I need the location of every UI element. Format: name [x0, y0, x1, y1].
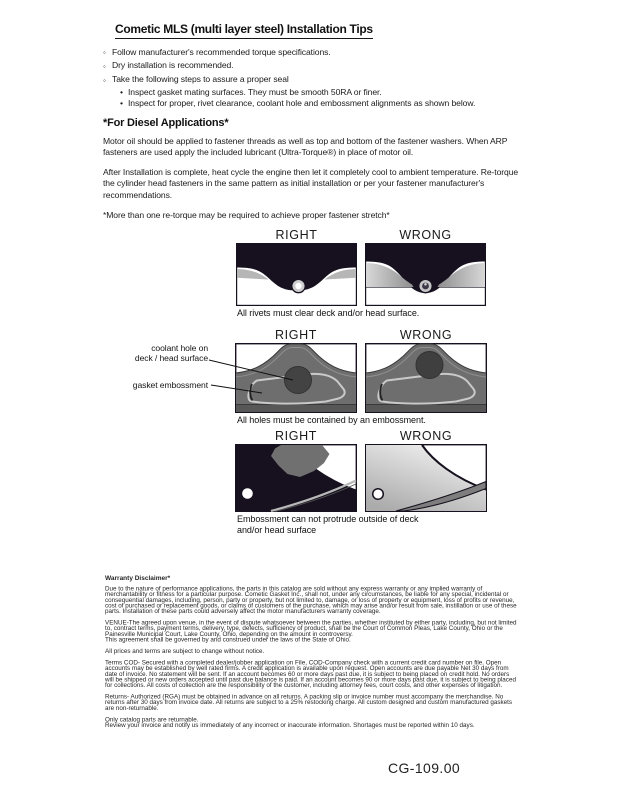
title-wrap: [115, 20, 551, 39]
diesel-paragraph-1: Motor oil should be applied to fastener threads as well as top and bottom of the fastener washers. When ARP fasteners are used apply the included lubricant (Ultra-Torque®) in place of motor oil.: [103, 135, 508, 158]
callout-line: deck / head surface: [134, 352, 208, 363]
legal-paragraph: Due to the nature of performance applications, the parts in this catalog are sold without any express warranty or any implied warranty of merchantability or fitness for a particular purpose. Cometic Gasket Inc., shall not, under any circumstances, be liable for any special, incidental or consequential damages, including, person, party or property, but not limited to, damage, or loss of property or equipment, loss of profits or revenue, cost of purchased or replacement goods, or claims of customers of the purchase, which may arise and/or result from sale, instillation or use of these parts. Installation of these parts could adversely affect the motor manufacturers warranty coverage.: [105, 585, 517, 615]
warranty-disclaimer-heading: Warranty Disclaimer*: [105, 574, 171, 582]
sub-bullet-item: • Inspect for proper, rivet clearance, coolant hole and embossment alignments as shown below.: [120, 98, 551, 109]
wrong-label: WRONG: [399, 328, 453, 342]
hole-wrong-column: [365, 329, 487, 413]
embossment-wrong-diagram: [365, 444, 487, 512]
embossment-caption: [237, 514, 418, 535]
legal-paragraph: This agreement shall be governed by and construed under the laws of the State of Ohio.: [105, 635, 351, 643]
right-label: RIGHT: [275, 429, 317, 443]
embossment-wrong-column: [365, 430, 487, 512]
bullet-item: ◦ Follow manufacturer's recommended torque specifications.: [103, 46, 551, 60]
legal-paragraph: Only catalog parts are returnable.: [105, 715, 199, 723]
callout-leader-lines: [208, 352, 298, 397]
diesel-section: [103, 118, 519, 229]
wrong-label: WRONG: [399, 429, 453, 443]
rivet-clearance-right-diagram: [236, 243, 357, 306]
right-label: RIGHT: [275, 228, 318, 242]
bullet-item: ◦ Take the following steps to assure a proper seal: [103, 73, 551, 87]
sub-bullet-item: • Inspect gasket mating surfaces. They must be smooth 50RA or finer.: [120, 87, 551, 98]
rivet-clearance-wrong-diagram: [365, 243, 486, 306]
page-number: CG-109.00: [388, 760, 461, 776]
diagram-row-rivet-clearance: [236, 229, 486, 306]
callout-line: coolant hole on: [151, 343, 208, 353]
legal-paragraph: VENUE-The agreed upon venue, in the event of dispute whatsoever between the parties, whether instituted by either party, including, but not limited to, contract terms, payment terms, delivery, type, defects, sufficiency of product, shall be the Court of Common Pleas, Lake County, Ohio or the Painesville Municipal Court, Lake County, Ohio, depending on the amount in controversy.: [105, 619, 517, 638]
legal-section: [105, 575, 519, 728]
page-title: Cometic MLS (multi layer steel) Installation Tips: [115, 22, 373, 39]
diagram-row-embossment: [235, 430, 487, 512]
hole-caption: All holes must be contained by an embossment.: [237, 415, 426, 425]
legal-paragraph: Returns- Authorized (RGA) must be obtained in advance on all returns. A packing slip or invoice number must accompany the merchandise. No returns after 30 days from invoice date. All returns are subject to a 25% restocking charge. All custom designed and custom manufactured gaskets are non-returnable.: [105, 693, 513, 712]
rivet-right-column: [236, 229, 357, 306]
diesel-heading: *For Diesel Applications*: [103, 117, 229, 129]
embossment-right-column: [235, 430, 357, 512]
wrong-label: WRONG: [399, 228, 452, 242]
legal-paragraph: Terms COD- Secured with a completed dealer/jobber application on File, COD-Company check with a current credit card number on file. Open accounts may be established by well rated firms. A credit application is available upon request. Open accounts are due payable Net 30 days from date of invoice. No statement will be sent. If an account becomes 60 or more days past due, it is subject to being placed on credit hold. No orders will be shipped or new orders accepted until past due balance is paid. If an account becomes 90 or more days past due, it is subject to being placed for collections. All costs of collection are the responsibility of the customer, including attorney fees, court costs, and other expenses of litigation.: [105, 659, 516, 689]
retorque-note: *More than one re-torque may be required to achieve proper fastener stretch*: [103, 209, 390, 220]
rivet-wrong-column: [365, 229, 486, 306]
coolant-hole-wrong-diagram: [365, 343, 487, 413]
diagram-callouts: [96, 344, 208, 391]
embossment-right-diagram: [235, 444, 357, 512]
embossment-callout: gasket embossment: [132, 380, 208, 391]
embossment-caption-line1: Embossment can not protrude outside of deck: [237, 514, 419, 524]
legal-paragraph: All prices and terms are subject to change without notice.: [105, 647, 265, 655]
coolant-hole-callout: [96, 344, 208, 363]
right-label: RIGHT: [275, 328, 317, 342]
diesel-paragraph-2: After Installation is complete, heat cycle the engine then let it completely cool to ambient temperature. Re-torque the cylinder head fasteners in the same pattern as initial installation or per your fastener manufacturer's recommendations.: [103, 166, 519, 200]
rivet-caption: All rivets must clear deck and/or head surface.: [237, 308, 420, 318]
embossment-caption-line2: and/or head surface: [237, 524, 317, 535]
bullet-item: ◦ Dry installation is recommended.: [103, 59, 551, 73]
intro-section: [103, 20, 551, 109]
legal-paragraph: Review your invoice and notify us immediately of any incorrect or inaccurate information. Shortages must be reported within 10 days.: [105, 721, 475, 729]
